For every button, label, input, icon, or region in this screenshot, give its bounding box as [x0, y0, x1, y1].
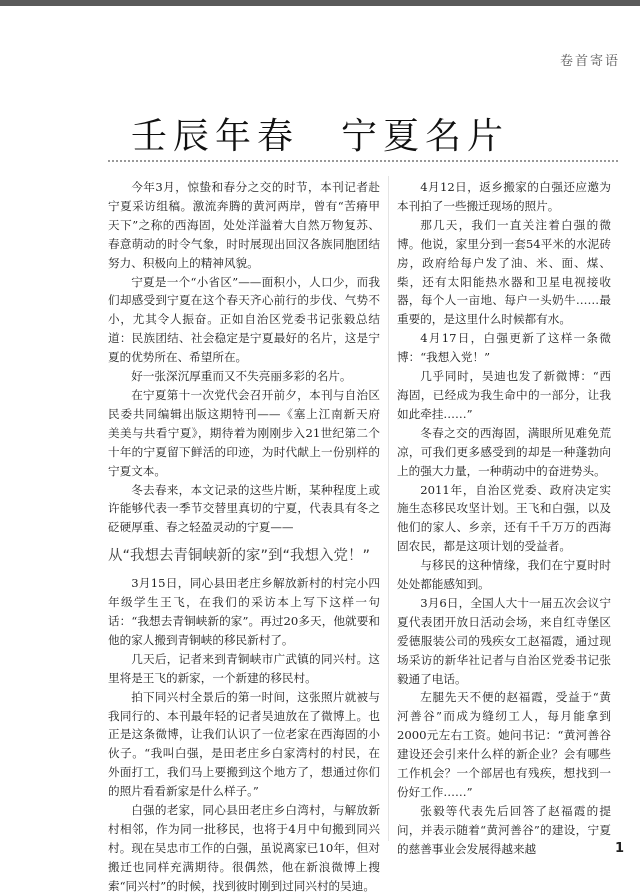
paragraph: 2011年，自治区党委、政府决定实施生态移民攻坚计划。王飞和白强，以及他们的家人、乡亲，还有千千万万的西海固农民，都是这项计划的受益者。: [397, 482, 611, 554]
paragraph: 冬去春来，本文记录的这些片断，某种程度上或许能够代表一季节交替里真切的宁夏，代表具有冬之砭硬厚重、春之轻盈灵动的宁夏——: [108, 482, 380, 535]
column-divider: [388, 176, 389, 841]
column-title: 卷首寄语: [559, 54, 620, 69]
paragraph: 左腿先天不便的赵福霞，受益于“黄河善谷”而成为缝纫工人，每月能拿到2000元左右工资。她问书记：“黄河善谷建设还会引来什么样的新企业？会有哪些工作机会？一个部居也有残疾，想找到一份好工作……”: [397, 690, 611, 799]
paragraph: 3月6日，全国人大十一届五次会议宁夏代表团开放日活动会场，来自红寺堡区爱德服装公司的残疾女工赵福霞，通过现场采访的新华社记者与自治区党委书记张毅通了电话。: [397, 595, 611, 686]
paragraph: 拍下同兴村全景后的第一时间，这张照片就被与我同行的、本刊最年轻的记者吴迪放在了微博上。也正是这条微博，让我们认识了一位老家在西海固的小伙子。“我叫白强，是田老庄乡白家湾村的村民，在外面打工，我们马上要搬到这个地方了，想通过你们的照片看看新家是什么样子。”: [108, 689, 380, 799]
paragraph: 4月12日，返乡搬家的白强还应邀为本刊拍了一些搬迁现场的照片。: [397, 180, 611, 213]
paragraph: 那几天，我们一直关注着白强的微博。他说，家里分到一套54平米的水泥砖房，政府给每户发了油、米、面、煤、柴，还有太阳能热水器和卫星电视接收器，每个人一亩地、每户一头奶牛……最重要的，是这里什么时候都有水。: [397, 217, 611, 327]
paragraph: 4月17日，白强更新了这样一条微博：“我想入党！”: [397, 331, 611, 365]
paragraph: 冬春之交的西海固，满眼所见难免荒凉，可我们更多感受到的却是一种蓬勃向上的强大力量，一种萌动中的奋进势头。: [397, 425, 611, 478]
paragraph: 在宁夏第十一次党代会召开前夕，本刊与自治区民委共同编辑出版这期特刊——《塞上江南新天府 美美与共看宁夏》，期待着为刚刚步入21世纪第二个十年的宁夏留下鲜活的印迹，为时代献上一份别样的宁夏文本。: [108, 387, 392, 478]
paragraph: 宁夏是一个“小省区”——面积小，人口少，而我们却感受到宁夏在这个春天齐心前行的步伐、气势不小，尤其令人振奋。正如自治区党委书记张毅总结道：民族团结、社会稳定是宁夏最好的名片，这是宁夏的优势所在、希望所在。: [108, 274, 380, 365]
page-title: 壬辰年春 宁夏名片: [130, 116, 509, 157]
top-rule: [0, 0, 640, 6]
page-number: 1: [614, 841, 624, 856]
paragraph: 今年3月，惊蛰和春分之交的时节，本刊记者赴宁夏采访组稿。激流奔腾的黄河两岸，曾有“苦瘠甲天下”之称的西海固，处处洋溢着大自然万物复苏、春意萌动的时令气象，时时展现出回汉各族同胞团结努力、积极向上的精神风貌。: [108, 180, 380, 270]
paragraph: 好一张深沉厚重而又不失亮丽多彩的名片。: [131, 369, 352, 384]
paragraph: 几天后，记者来到青铜峡市广武镇的同兴村。这里将是王飞的新家，一个新建的移民村。: [108, 651, 380, 685]
paragraph: 张毅等代表先后回答了赵福霞的提问，并表示随着“黄河善谷”的建设，宁夏的慈善事业会发展得越来越: [397, 803, 611, 856]
right-column: [397, 178, 611, 859]
title-divider: [108, 160, 618, 162]
paragraph: 3月15日，同心县田老庄乡解放新村的村完小四年级学生王飞，在我们的采访本上写下这样一句话：“我想去青铜峡新的家”。再过20多天，他就要和他的家人搬到青铜峡的移民新村了。: [108, 576, 380, 647]
left-column: [108, 178, 392, 896]
paragraph: 与移民的这种情缘，我们在宁夏时时处处都能感知到。: [397, 558, 611, 592]
section-heading: 从“我想去青铜峡新的家”到“我想入党！”: [108, 548, 371, 565]
paragraph: 几乎同时，吴迪也发了新微博：“西海固，已经成为我生命中的一部分，让我如此牵挂……”: [397, 369, 611, 421]
paragraph: 白强的老家，同心县田老庄乡白湾村，与解放新村相邻，作为同一批移民，也将于4月中旬搬到同兴村。现在吴忠市工作的白强，虽说离家已10年，但对搬迁也同样充满期待。很偶然，他在新浪微博上搜索“同兴村”的时候，找到彼时刚到过同兴村的吴迪。: [108, 803, 380, 893]
